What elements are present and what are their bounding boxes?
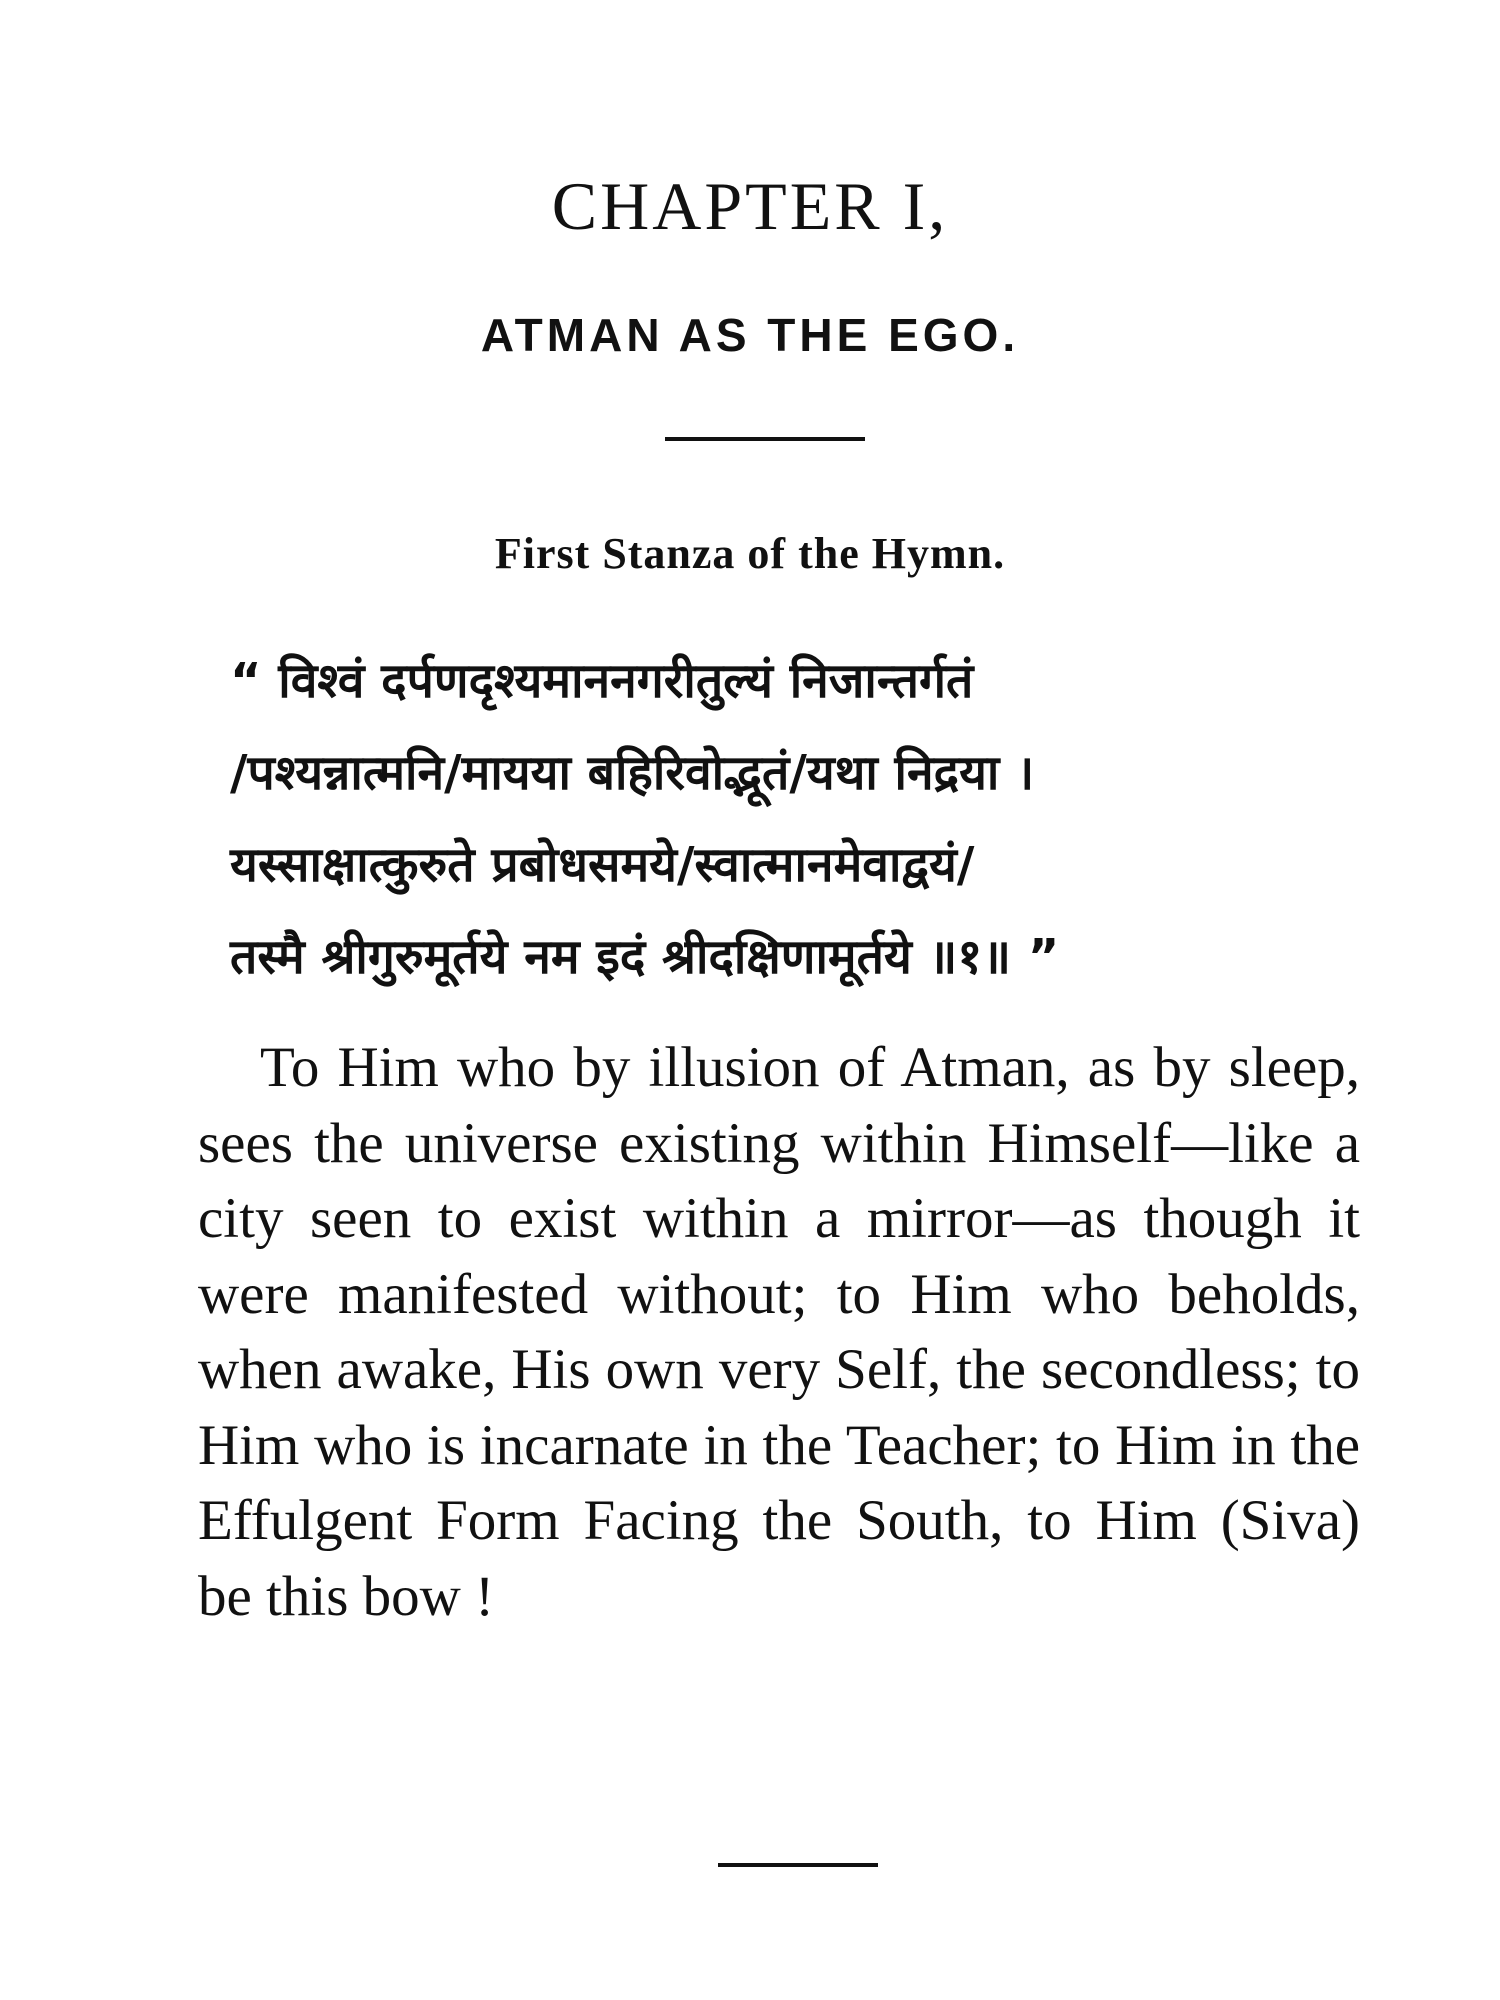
verse-line-1: “ विश्वं दर्पणदृश्यमाननगरीतुल्यं निजान्तर्गतं — [230, 653, 974, 709]
chapter-heading: CHAPTER I, — [551, 168, 949, 244]
top-divider — [665, 437, 865, 441]
verse-line-2: /पश्यन्नात्मनि/मायया बहिरिवोद्भूतं/यथा निद्रया । — [230, 745, 1035, 801]
stanza-heading: First Stanza of the Hymn. — [494, 529, 1006, 578]
translation-paragraph: To Him who by illusion of Atman, as by sleep, sees the universe existing within Himself—like a city seen to exist within a mirror—as though it were manifested without; to Him who beholds, when awake, His own very Self, the secondless; to Him who is incarnate in the Teacher; to Him in the Effulgent Form Facing the South, to Him (Siva) be this bow ! — [198, 1036, 1360, 1628]
bottom-divider — [718, 1863, 878, 1867]
chapter-title: ATMAN AS THE EGO. — [480, 309, 1020, 361]
verse-line-4: तस्मै श्रीगुरुमूर्तये नम इदं श्रीदक्षिणामूर्तये ॥१॥ ” — [230, 929, 1060, 985]
sanskrit-verse — [230, 635, 1310, 1003]
verse-line-3: यस्साक्षात्कुरुते प्रबोधसमये/स्वात्मानमेवाद्वयं/ — [230, 837, 975, 893]
